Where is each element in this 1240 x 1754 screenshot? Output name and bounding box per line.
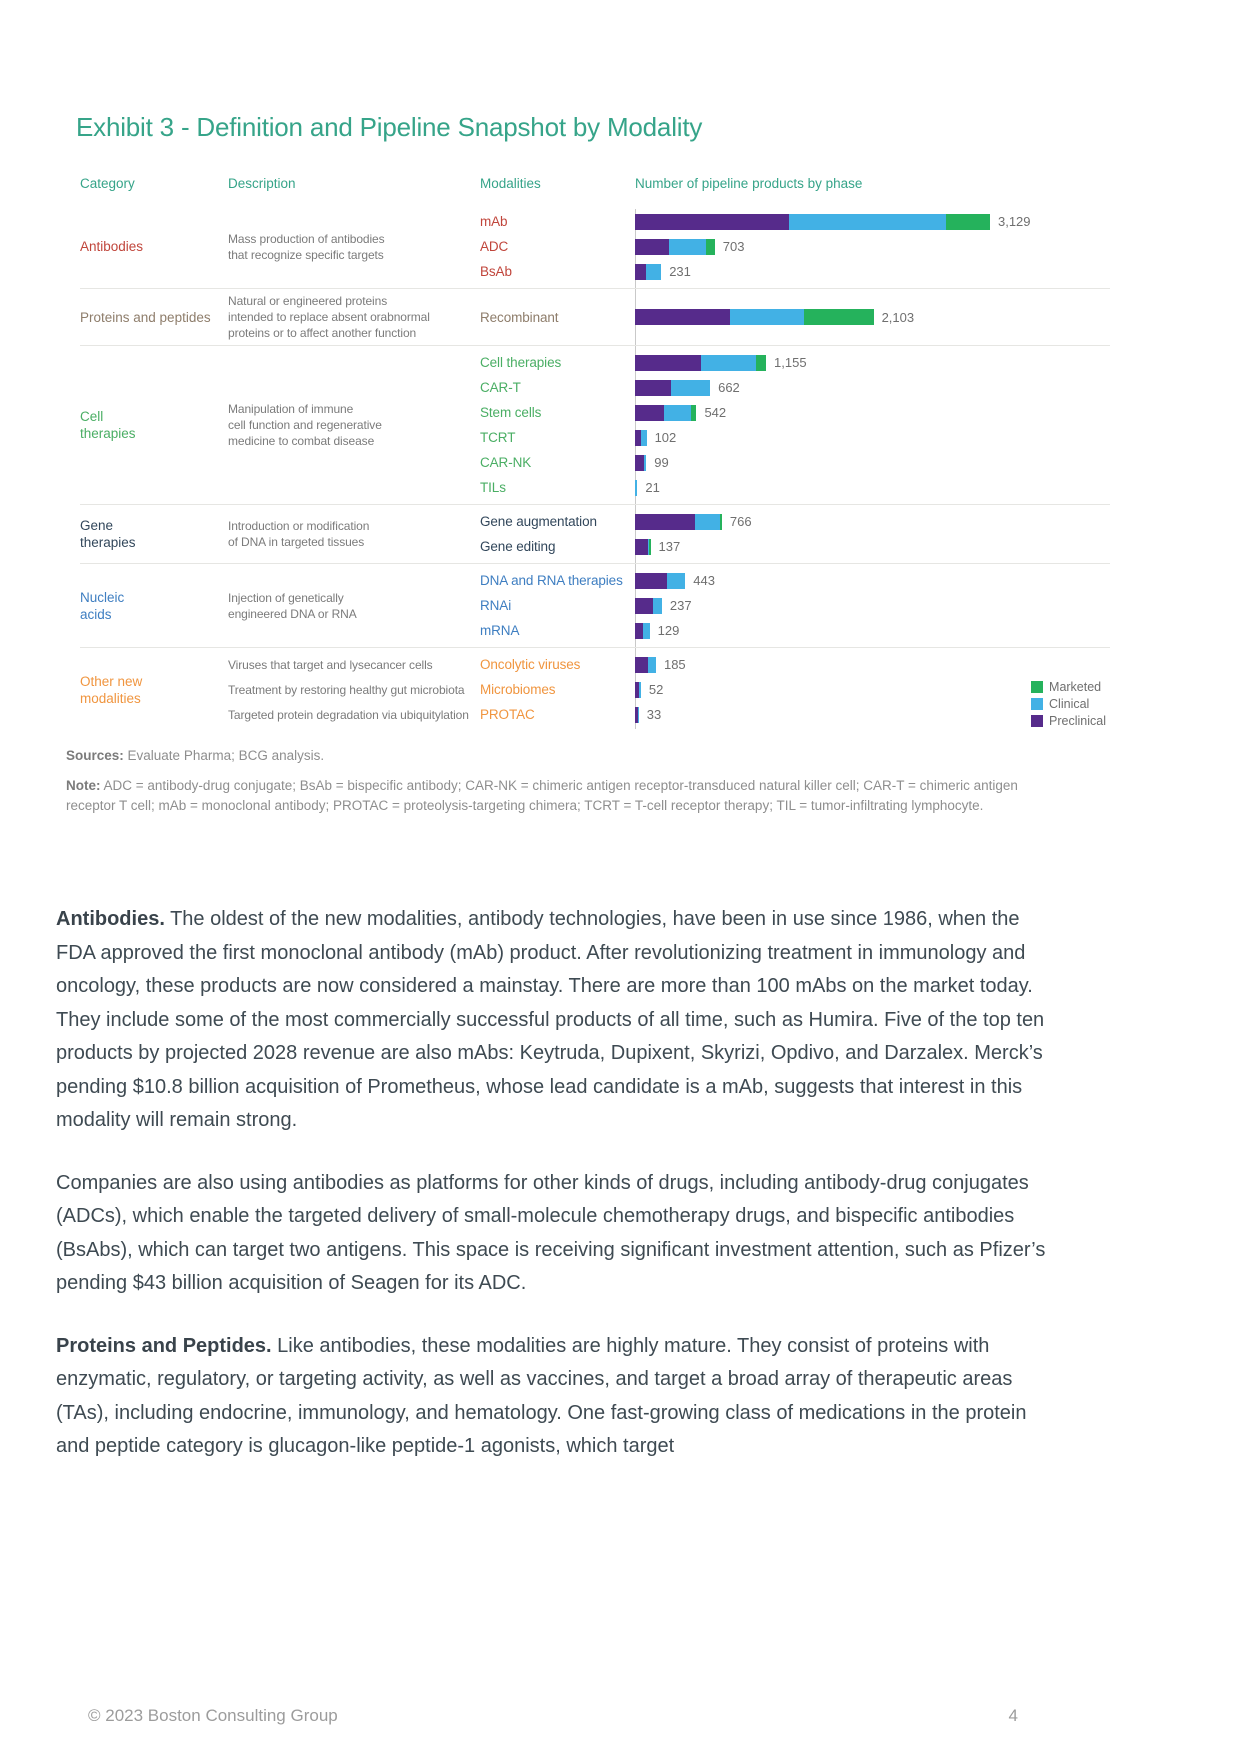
- bar-value-label: 3,129: [997, 214, 1031, 229]
- bar-segment-preclinical: [635, 380, 671, 396]
- bar-value-label: 766: [729, 514, 752, 529]
- bar-area: [635, 534, 1110, 559]
- exhibit-table: [80, 176, 1110, 731]
- modality-label: BsAb: [480, 264, 512, 279]
- group-rows: [480, 305, 1110, 330]
- group-rows: [480, 509, 1110, 559]
- stacked-bar: [635, 707, 639, 723]
- column-header-chart: Number of pipeline products by phase: [635, 176, 863, 191]
- modality-group: [80, 504, 1110, 563]
- stacked-bar: [635, 455, 646, 471]
- modality-row: [480, 450, 1110, 475]
- bar-segment-marketed: [804, 309, 873, 325]
- stacked-bar: [635, 480, 637, 496]
- category-description: Mass production of antibodies that recognize specific targets: [228, 231, 385, 262]
- modality-label: TCRT: [480, 430, 516, 445]
- bar-segment-clinical: [635, 480, 637, 496]
- modality-row: [480, 350, 1110, 375]
- modality-label: Cell therapies: [480, 355, 562, 370]
- bar-area: [635, 259, 1110, 284]
- bar-segment-clinical: [641, 430, 646, 446]
- bar-value-label: 99: [654, 455, 669, 470]
- bar-value-label: 237: [669, 598, 692, 613]
- bar-value-label: 1,155: [774, 355, 807, 370]
- bar-segment-preclinical: [635, 514, 695, 530]
- category-description: Natural or engineered proteins intended to replace absent orabnormal proteins or to affect another function: [228, 294, 430, 340]
- body-paragraph: Antibodies. The oldest of the new modalities, antibody technologies, have been in use since 1986, when the FDA approved the first monoclonal antibody (mAb) product. After revolutionizing treatment in immunology and oncology, these products are now considered a mainstay. There are more than 100 mAbs on the market today. They include some of the most commercially successful products of all time, such as Humira. Five of the top ten products by projected 2028 revenue are also mAbs: Keytruda, Dupixent, Skyrizi, Opdivo, and Darzalex. Merck’s pending $10.8 billion acquisition of Prometheus, whose lead candidate is a mAb, suggests that interest in this modality will remain strong.: [56, 908, 1045, 1131]
- modality-label: mAb: [480, 214, 508, 229]
- modality-row: [480, 593, 1110, 618]
- legend-swatch-preclinical: [1031, 715, 1043, 727]
- group-rows: [480, 568, 1110, 643]
- bar-area: [635, 568, 1110, 593]
- bar-segment-preclinical: [635, 239, 669, 255]
- bar-segment-clinical: [644, 455, 646, 471]
- category-label: Proteins and peptides: [80, 309, 211, 325]
- stacked-bar: [635, 430, 647, 446]
- bar-segment-preclinical: [635, 539, 648, 555]
- modality-label: PROTAC: [480, 707, 535, 722]
- modality-row: [480, 475, 1110, 500]
- modality-label: Gene editing: [480, 539, 556, 554]
- legend-label: Preclinical: [1049, 713, 1106, 728]
- modality-row: [480, 425, 1110, 450]
- group-rows: [480, 652, 1110, 727]
- modality-row: [480, 400, 1110, 425]
- legend-label: Marketed: [1049, 679, 1102, 694]
- modality-label: Oncolytic viruses: [480, 657, 581, 672]
- modality-row: [480, 375, 1110, 400]
- modality-row: [480, 568, 1110, 593]
- body-copy: [56, 903, 1048, 1493]
- stacked-bar: [635, 657, 656, 673]
- category-label: Cell therapies: [80, 409, 136, 441]
- stacked-bar: [635, 309, 874, 325]
- modality-row: [480, 652, 1110, 677]
- modality-label: CAR-NK: [480, 455, 532, 470]
- table-body: [80, 205, 1110, 731]
- bar-value-label: 542: [704, 405, 727, 420]
- category-label: Nucleic acids: [80, 589, 125, 622]
- paragraph-lead: Antibodies.: [56, 908, 165, 930]
- modality-row: [480, 618, 1110, 643]
- legend-item-marketed: [1031, 678, 1106, 695]
- bar-segment-marketed: [649, 539, 651, 555]
- bar-segment-clinical: [701, 355, 756, 371]
- modality-row: [480, 509, 1110, 534]
- stacked-bar: [635, 264, 661, 280]
- legend-swatch-marketed: [1031, 681, 1043, 693]
- bar-segment-clinical: [669, 239, 706, 255]
- modality-row: [480, 209, 1110, 234]
- column-header-description: Description: [228, 176, 296, 191]
- paragraph-lead: Proteins and Peptides.: [56, 1334, 272, 1357]
- stacked-bar: [635, 214, 990, 230]
- bar-area: [635, 509, 1110, 534]
- sources-label: Sources:: [66, 748, 124, 763]
- category-label: Other new modalities: [80, 673, 143, 706]
- modality-row: [480, 234, 1110, 259]
- chart-legend: [1031, 678, 1106, 729]
- bar-area: [635, 375, 1110, 400]
- group-rows: [480, 209, 1110, 284]
- category-label: Gene therapies: [80, 518, 136, 550]
- bar-segment-clinical: [653, 598, 662, 614]
- bar-value-label: 185: [663, 657, 686, 672]
- bar-segment-preclinical: [635, 405, 664, 421]
- bar-area: [635, 450, 1110, 475]
- stacked-bar: [635, 355, 766, 371]
- modality-label: Recombinant: [480, 309, 559, 325]
- modality-label: mRNA: [480, 623, 520, 638]
- bar-area: [635, 305, 1110, 330]
- bar-value-label: 129: [657, 623, 680, 638]
- bar-segment-clinical: [695, 514, 720, 530]
- modality-group: [80, 345, 1110, 504]
- bar-segment-clinical: [789, 214, 945, 230]
- bar-segment-clinical: [671, 380, 710, 396]
- bar-segment-marketed: [691, 405, 697, 421]
- body-paragraph: Proteins and Peptides. Like antibodies, these modalities are highly mature. They consist of proteins with enzymatic, regulatory, or targeting activity, as well as vaccines, and target a broad array of therapeutic areas (TAs), including endocrine, immunology, and hematology. One fast-growing class of medications in the protein and peptide category is glucagon-like peptide-1 agonists, which target: [56, 1334, 1027, 1457]
- stacked-bar: [635, 405, 696, 421]
- stacked-bar: [635, 380, 710, 396]
- bar-segment-marketed: [720, 514, 722, 530]
- modality-row: [480, 305, 1110, 330]
- bar-segment-clinical: [639, 682, 641, 698]
- bar-segment-preclinical: [635, 214, 789, 230]
- modality-row: [480, 534, 1110, 559]
- bar-segment-marketed: [756, 355, 766, 371]
- stacked-bar: [635, 598, 662, 614]
- stacked-bar: [635, 514, 722, 530]
- sources-text: Evaluate Pharma; BCG analysis.: [123, 748, 325, 763]
- legend-label: Clinical: [1049, 696, 1090, 711]
- modality-row: [480, 702, 1110, 727]
- bar-value-label: 703: [722, 239, 745, 254]
- modality-label: TILs: [480, 480, 506, 495]
- bar-value-label: 33: [646, 707, 662, 722]
- group-rows: [480, 350, 1110, 500]
- sources-line: [66, 748, 1066, 763]
- bar-segment-preclinical: [635, 573, 667, 589]
- bar-segment-preclinical: [635, 309, 730, 325]
- bar-area: [635, 209, 1110, 234]
- bar-area: [635, 652, 1110, 677]
- bar-segment-preclinical: [635, 355, 701, 371]
- bar-value-label: 21: [645, 480, 660, 495]
- stacked-bar: [635, 623, 650, 639]
- category-description: Manipulation of immune cell function and regenerative medicine to combat disease: [228, 402, 382, 448]
- bar-value-label: 2,103: [881, 309, 915, 325]
- modality-label: RNAi: [480, 598, 512, 613]
- category-description: Viruses that target and lysecancer cells Treatment by restoring healthy gut microbiota Targeted protein degradation via ubiquitylation: [228, 657, 469, 722]
- page-footer: [88, 1706, 1018, 1726]
- stacked-bar: [635, 539, 651, 555]
- bar-segment-clinical: [730, 309, 804, 325]
- stacked-bar: [635, 573, 685, 589]
- note-label: Note:: [66, 778, 101, 793]
- bar-value-label: 443: [693, 573, 715, 588]
- bar-segment-marketed: [946, 214, 990, 230]
- bar-area: [635, 350, 1110, 375]
- bar-segment-preclinical: [635, 623, 643, 639]
- body-paragraph: Companies are also using antibodies as platforms for other kinds of drugs, including antibody-drug conjugates (ADCs), which enable the targeted delivery of small-molecule chemotherapy drugs, and bispecific antibodies (BsAbs), which can target two antigens. This space is receiving significant investment attention, such as Pfizer’s pending $43 billion acquisition of Seagen for its ADC.: [56, 1171, 1046, 1294]
- note-block: [66, 776, 1056, 816]
- bar-value-label: 137: [658, 539, 681, 554]
- modality-label: Microbiomes: [480, 682, 556, 697]
- modality-group: [80, 288, 1110, 345]
- legend-item-preclinical: [1031, 712, 1106, 729]
- exhibit-title: Exhibit 3 - Definition and Pipeline Snapshot by Modality: [76, 112, 703, 142]
- modality-label: ADC: [480, 239, 509, 254]
- bar-area: [635, 593, 1110, 618]
- bar-area: [635, 475, 1110, 500]
- page-number: 4: [1008, 1706, 1018, 1725]
- table-header-row: [80, 176, 1110, 205]
- category-label: Antibodies: [80, 239, 144, 254]
- bar-segment-clinical: [664, 405, 691, 421]
- column-header-modalities: Modalities: [480, 176, 541, 191]
- stacked-bar: [635, 239, 715, 255]
- bar-area: [635, 425, 1110, 450]
- bar-segment-preclinical: [635, 455, 644, 471]
- modality-row: [480, 677, 1110, 702]
- bar-segment-clinical: [667, 573, 686, 589]
- modality-label: Gene augmentation: [480, 514, 597, 529]
- copyright-text: © 2023 Boston Consulting Group: [88, 1706, 338, 1725]
- category-description: Introduction or modification of DNA in targeted tissues: [228, 519, 370, 549]
- bar-value-label: 102: [654, 430, 677, 445]
- modality-label: DNA and RNA therapies: [480, 573, 623, 588]
- bar-value-label: 231: [669, 264, 691, 279]
- modality-group: [80, 647, 1110, 731]
- modality-group: [80, 563, 1110, 647]
- bar-value-label: 52: [648, 682, 664, 697]
- bar-segment-preclinical: [635, 264, 646, 280]
- bar-area: [635, 618, 1110, 643]
- modality-label: Stem cells: [480, 405, 542, 420]
- bar-segment-marketed: [706, 239, 715, 255]
- modality-group: [80, 205, 1110, 288]
- bar-segment-clinical: [638, 707, 639, 723]
- bar-value-label: 662: [718, 380, 740, 395]
- bar-segment-preclinical: [635, 657, 648, 673]
- note-text: ADC = antibody-drug conjugate; BsAb = bispecific antibody; CAR-NK = chimeric antigen receptor-transduced natural killer cell; CAR-T = chimeric antigen receptor T cell; mAb = monoclonal antibody; PROTAC = proteolysis-targeting chimera; TCRT = T-cell receptor therapy; TIL = tumor-infiltrating lymphocyte.: [66, 778, 1018, 813]
- modality-label: CAR-T: [480, 380, 521, 395]
- column-header-category: Category: [80, 176, 135, 191]
- category-description: Injection of genetically engineered DNA or RNA: [228, 590, 357, 621]
- legend-item-clinical: [1031, 695, 1106, 712]
- bar-segment-clinical: [648, 657, 656, 673]
- legend-swatch-clinical: [1031, 698, 1043, 710]
- bar-segment-preclinical: [635, 598, 653, 614]
- bar-area: [635, 234, 1110, 259]
- stacked-bar: [635, 682, 641, 698]
- bar-segment-clinical: [643, 623, 650, 639]
- bar-segment-clinical: [646, 264, 661, 280]
- modality-row: [480, 259, 1110, 284]
- bar-area: [635, 400, 1110, 425]
